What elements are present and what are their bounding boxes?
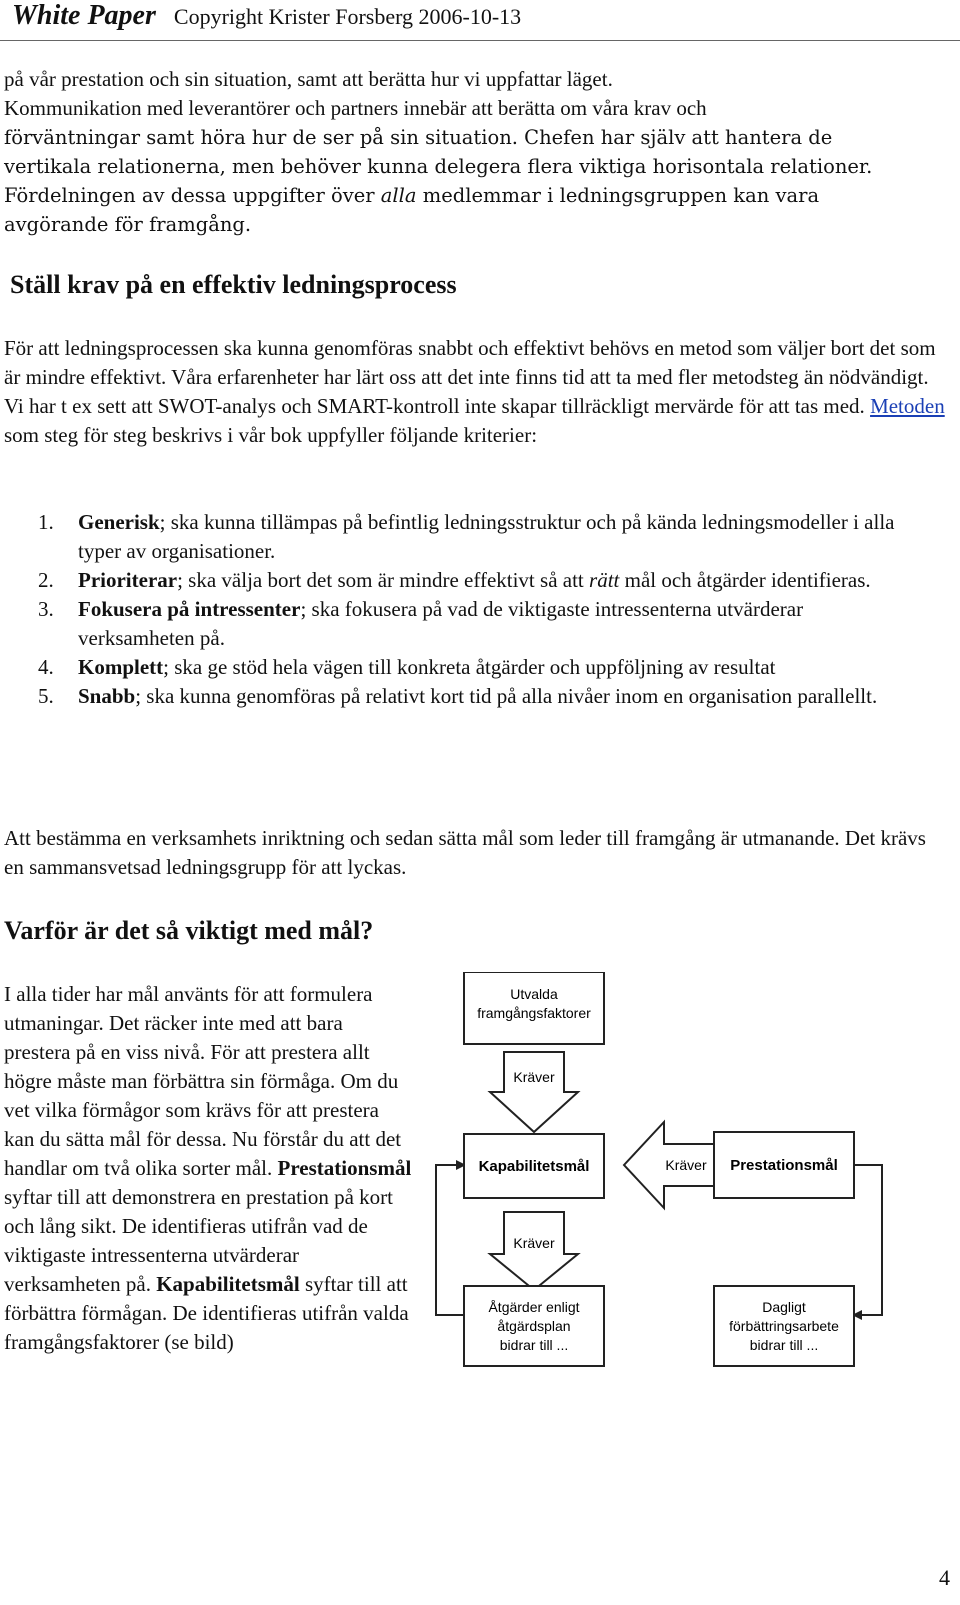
intro-line-4: vertikala relationerna, men behöver kunna delegera flera viktiga horisontala relationer. bbox=[4, 155, 873, 178]
method-paragraph bbox=[4, 334, 949, 450]
list-item-number: 1. bbox=[38, 510, 54, 534]
list-item-emphasis: rätt bbox=[589, 568, 620, 592]
intro-line-5-b: medlemmar i ledningsgruppen kan vara bbox=[416, 184, 820, 207]
list-item-number: 3. bbox=[38, 597, 54, 621]
list-item-text: ; ska fokusera på vad de viktigaste intressenterna utvärderar verksamheten på. bbox=[78, 597, 804, 650]
list-item bbox=[4, 682, 904, 711]
goals-term-kapabilitetsmal: Kapabilitetsmål bbox=[156, 1272, 300, 1296]
intro-line-1: på vår prestation och sin situation, samt att berätta hur vi uppfattar läget. bbox=[4, 67, 613, 91]
box-top-line-1: Utvalda bbox=[510, 986, 558, 1002]
section-heading-ledningsprocess: Ställ krav på en effektiv ledningsprocess bbox=[10, 270, 457, 299]
intro-emphasis: alla bbox=[380, 184, 417, 207]
intro-paragraph bbox=[4, 65, 944, 239]
arrow-down-top bbox=[490, 1052, 578, 1132]
kraver-label-middle: Kräver bbox=[665, 1157, 707, 1173]
goals-text-b: syftar till att demonstrera en prestation på kort och lång sikt. De identifieras utifrån vad de viktigaste intressenterna utvärderar verksamheten på. bbox=[4, 1185, 393, 1296]
arrow-down-bottom bbox=[490, 1212, 578, 1290]
header-copyright: Copyright Krister Forsberg 2006-10-13 bbox=[173, 4, 522, 29]
list-item-term: Komplett bbox=[78, 655, 164, 679]
page-number: 4 bbox=[939, 1565, 950, 1590]
list-item-number: 5. bbox=[38, 684, 54, 708]
list-item bbox=[4, 566, 904, 595]
list-item bbox=[4, 595, 904, 653]
box-bottom-right-line-3: bidrar till ... bbox=[749, 1337, 819, 1353]
list-item-term: Snabb bbox=[78, 684, 136, 708]
goals-text-a: I alla tider har mål använts för att formulera utmaningar. Det räcker inte med att bara prestera på en viss nivå. För att prestera allt högre måste man förbättra sin förmåga. Om du vet vilka förmågor som krävs för att prestera kan du sätta mål för dessa. Nu förstår du att det handlar om två olika sorter mål. bbox=[4, 982, 402, 1180]
kraver-label-top: Kräver bbox=[513, 1069, 555, 1085]
box-bottom-left-line-1: Åtgärder enligt bbox=[488, 1299, 580, 1315]
box-bottom-right-line-1: Dagligt bbox=[762, 1299, 806, 1315]
connector-right bbox=[854, 1165, 882, 1315]
criteria-list bbox=[4, 508, 904, 711]
intro-line-3: förväntningar samt höra hur de ser på sin situation. Chefen har själv att hantera de bbox=[4, 126, 833, 149]
goals-paragraph bbox=[4, 980, 414, 1357]
page-header bbox=[12, 0, 521, 32]
method-text-b: som steg för steg beskrivs i vår bok uppfyller följande kriterier: bbox=[4, 423, 538, 447]
box-bottom-left-line-3: bidrar till ... bbox=[499, 1337, 569, 1353]
header-rule bbox=[0, 40, 960, 41]
list-item bbox=[4, 653, 904, 682]
box-left-label: Kapabilitetsmål bbox=[478, 1158, 590, 1175]
intro-line-5-a: Fördelningen av dessa uppgifter över bbox=[4, 184, 381, 207]
goals-term-prestationsmal: Prestationsmål bbox=[277, 1156, 412, 1180]
intro-line-6: avgörande för framgång. bbox=[4, 213, 252, 236]
box-bottom-right-line-2: förbättringsarbete bbox=[729, 1318, 839, 1334]
intro-line-2: Kommunikation med leverantörer och partners innebär att berätta om våra krav och bbox=[4, 96, 707, 120]
list-item-number: 4. bbox=[38, 655, 54, 679]
box-bottom-left-line-2: åtgärdsplan bbox=[497, 1318, 571, 1334]
kraver-label-bottom: Kräver bbox=[513, 1235, 555, 1251]
metoden-link[interactable]: Metoden bbox=[870, 394, 945, 418]
header-title: White Paper bbox=[12, 0, 156, 31]
list-item-term: Generisk bbox=[78, 510, 160, 534]
list-item-text: ; ska kunna genomföras på relativt kort tid på alla nivåer inom en organisation parallellt. bbox=[135, 684, 878, 708]
closing-paragraph: Att bestämma en verksamhets inriktning och sedan sätta mål som leder till framgång är utmanande. Det krävs en sammansvetsad ledningsgrupp för att lyckas. bbox=[4, 826, 926, 879]
list-item bbox=[4, 508, 904, 566]
intro-line-5 bbox=[4, 181, 944, 210]
list-item-number: 2. bbox=[38, 568, 54, 592]
connector-left-up bbox=[436, 1165, 464, 1315]
list-item-text: ; ska välja bort det som är mindre effektivt så att bbox=[177, 568, 590, 592]
box-right-label: Prestationsmål bbox=[730, 1157, 838, 1174]
list-item-text: ; ska ge stöd hela vägen till konkreta åtgärder och uppföljning av resultat bbox=[163, 655, 776, 679]
list-item-term: Fokusera på intressenter bbox=[78, 597, 301, 621]
section-heading-mal: Varför är det så viktigt med mål? bbox=[4, 916, 374, 945]
list-item-text: mål och åtgärder identifieras. bbox=[619, 568, 871, 592]
list-item-term: Prioriterar bbox=[78, 568, 178, 592]
list-item-text: ; ska kunna tillämpas på befintlig ledningsstruktur och på kända ledningsmodeller i alla typer av organisationer. bbox=[78, 510, 895, 563]
box-top-line-2: framgångsfaktorer bbox=[477, 1005, 591, 1021]
method-text-a: För att ledningsprocessen ska kunna genomföras snabbt och effektivt behövs en metod som väljer bort det som är mindre effektivt. Våra erfarenheter har lärt oss att det inte finns tid att ta med fler metodsteg än nödvändigt. Vi har t ex sett att SWOT-analys och SMART-kontroll inte skapar tillräckligt mervärde för att tas med. bbox=[4, 336, 936, 418]
goals-diagram bbox=[432, 972, 892, 1402]
goals-text-c: syftar till att förbättra förmågan. De identifieras utifrån valda framgångsfaktorer (se bild) bbox=[4, 1272, 409, 1354]
